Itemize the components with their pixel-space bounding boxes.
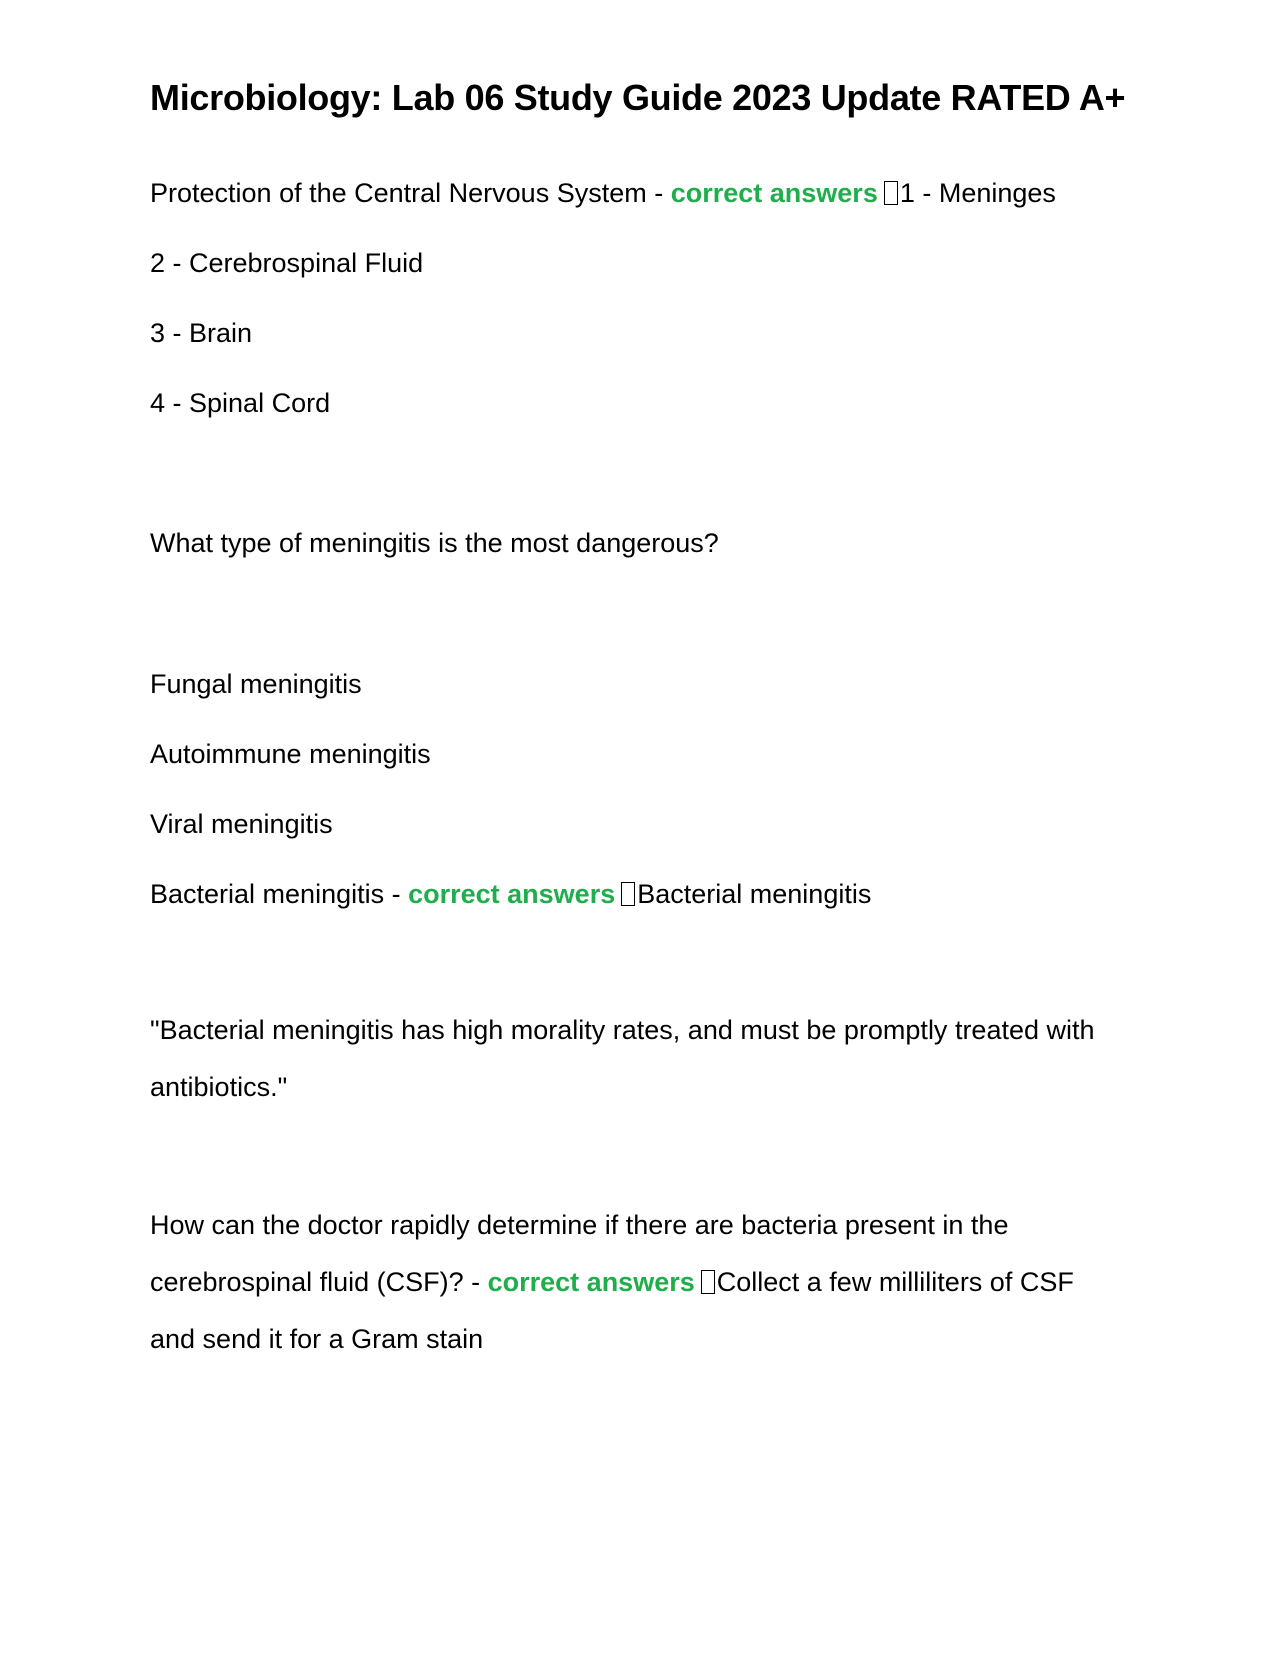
question-text: How can the doctor rapidly determine if there are bacteria present in the cerebrospinal fluid (CSF)? - — [150, 1210, 1009, 1297]
missing-glyph-icon — [884, 181, 898, 205]
option-item: Viral meningitis — [150, 809, 333, 839]
option-item: Autoimmune meningitis — [150, 739, 431, 769]
question-csf-bacteria — [150, 1197, 1080, 1368]
answer-item: 3 - Brain — [150, 318, 253, 348]
question-meningitis-danger: What type of meningitis is the most dangerous? — [150, 528, 719, 558]
document-title: Microbiology: Lab 06 Study Guide 2023 Update RATED A+ — [150, 77, 1126, 118]
answer-text: 1 - Meninges — [899, 178, 1056, 208]
option-item-with-answer — [150, 874, 871, 914]
correct-answers-label: correct answers — [487, 1267, 695, 1297]
correct-answers-label: correct answers — [670, 178, 878, 208]
question-protection-cns — [150, 173, 1056, 213]
answer-item: 4 - Spinal Cord — [150, 388, 331, 418]
question-text: Protection of the Central Nervous System - — [150, 178, 671, 208]
missing-glyph-icon — [621, 882, 635, 906]
answer-item: 2 - Cerebrospinal Fluid — [150, 248, 424, 278]
correct-answers-label: correct answers — [408, 879, 616, 909]
answer-text: Bacterial meningitis — [637, 879, 872, 909]
answer-explanation: "Bacterial meningitis has high morality rates, and must be promptly treated with antibiotics." — [150, 1015, 1095, 1102]
answer-text: Collect a few milliliters of CSF and send it for a Gram stain — [150, 1267, 1074, 1354]
option-text: Bacterial meningitis - — [150, 879, 409, 909]
missing-glyph-icon — [701, 1270, 715, 1294]
option-item: Fungal meningitis — [150, 669, 362, 699]
